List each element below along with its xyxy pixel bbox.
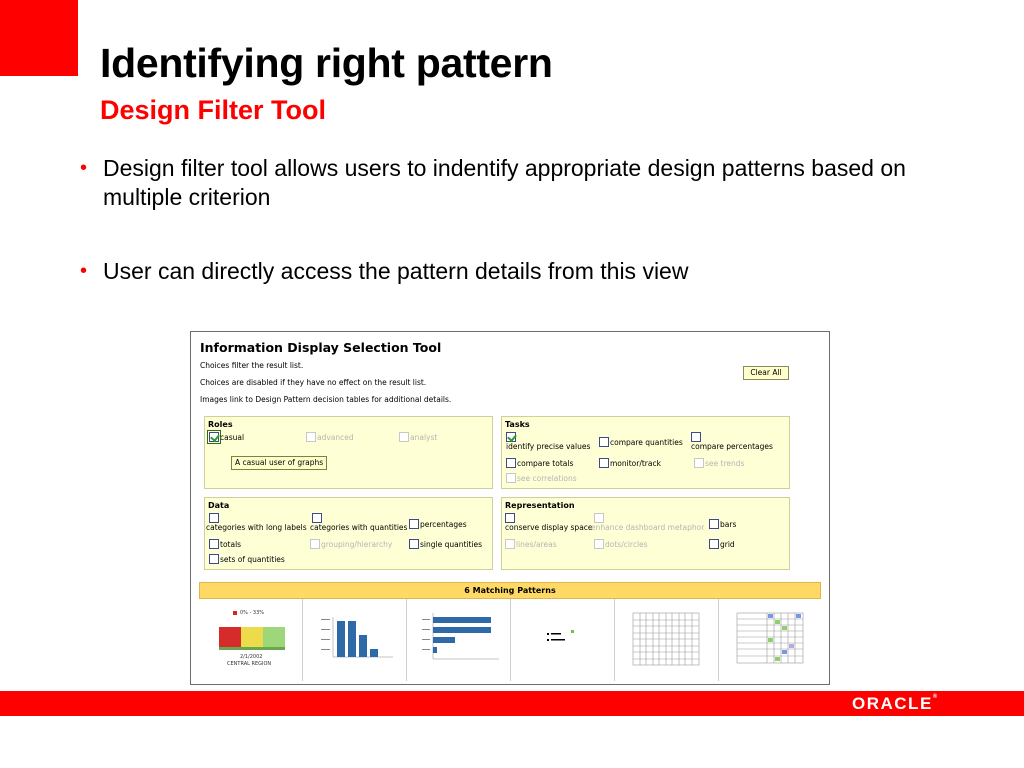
- task-option-compare-totals[interactable]: compare totals: [506, 458, 573, 468]
- bullet-list: [76, 154, 906, 331]
- role-tooltip: A casual user of graphs: [231, 456, 327, 470]
- slide-title: Identifying right pattern: [100, 40, 553, 86]
- checkbox-icon[interactable]: [691, 432, 701, 442]
- role-option-analyst: analyst: [399, 432, 437, 442]
- rep-option-enhance-dashboard-metaphor: enhance dashboard metaphor: [591, 513, 704, 532]
- slide-subtitle: Design Filter Tool: [100, 95, 327, 125]
- thumbnail-vertical-bars[interactable]: [303, 599, 407, 681]
- meter-red-segment: [219, 627, 241, 647]
- thumbnail-horizontal-bars[interactable]: [407, 599, 511, 681]
- meter-marker-bar: [219, 647, 285, 650]
- checkbox-icon[interactable]: [505, 513, 515, 523]
- checkbox-icon[interactable]: [312, 513, 322, 523]
- thumbnail-sparkline-list[interactable]: [511, 599, 615, 681]
- thumb-region: CENTRAL REGION: [227, 661, 272, 667]
- grid-table-thumbnail-icon: [615, 599, 719, 681]
- data-option-categories-with-quantities[interactable]: categories with quantities: [310, 513, 407, 532]
- colored-grid-thumbnail-icon: [719, 599, 821, 681]
- task-option-see-correlations: see correlations: [506, 473, 577, 483]
- horizontal-bar-thumbnail-icon: [407, 599, 511, 681]
- data-panel: [204, 497, 493, 570]
- tasks-title: Tasks: [505, 420, 530, 429]
- checkbox-icon[interactable]: [506, 458, 516, 468]
- corner-red-square: [0, 0, 78, 76]
- checkbox-icon: [306, 432, 316, 442]
- checkbox-icon: [594, 539, 604, 549]
- rep-option-bars[interactable]: bars: [709, 519, 736, 529]
- checkbox-icon: [594, 513, 604, 523]
- checkbox-checked-icon[interactable]: [209, 432, 219, 442]
- checkbox-icon[interactable]: [709, 519, 719, 529]
- data-title: Data: [208, 501, 230, 510]
- representation-title: Representation: [505, 501, 575, 510]
- task-option-compare-percentages[interactable]: compare percentages: [691, 432, 773, 451]
- data-option-percentages[interactable]: percentages: [409, 519, 467, 529]
- checkbox-icon: [310, 539, 320, 549]
- checkbox-icon[interactable]: [409, 519, 419, 529]
- rep-option-dots-circles: dots/circles: [594, 539, 648, 549]
- meter-green-segment: [263, 627, 285, 647]
- sparkline-list-thumbnail-icon: [511, 599, 615, 681]
- rep-option-grid[interactable]: grid: [709, 539, 735, 549]
- tool-note: Images link to Design Pattern decision tables for additional details.: [200, 395, 452, 404]
- representation-panel: [501, 497, 790, 570]
- pattern-thumbnails: [199, 599, 821, 681]
- thumbnail-grid-table[interactable]: [615, 599, 719, 681]
- thumb-date: 2/1/2002: [240, 654, 263, 660]
- data-option-grouping-hierarchy: grouping/hierarchy: [310, 539, 392, 549]
- roles-title: Roles: [208, 420, 233, 429]
- checkbox-icon: [506, 473, 516, 483]
- data-option-single-quantities[interactable]: single quantities: [409, 539, 482, 549]
- task-option-compare-quantities[interactable]: compare quantities: [599, 437, 683, 447]
- rep-option-conserve-display-space[interactable]: conserve display space: [505, 513, 593, 532]
- task-option-identify-precise-values[interactable]: identify precise values: [506, 432, 590, 451]
- checkbox-icon[interactable]: [209, 513, 219, 523]
- oracle-logo: ORACLE®: [852, 694, 938, 713]
- checkbox-icon[interactable]: [599, 458, 609, 468]
- checkbox-icon[interactable]: [209, 539, 219, 549]
- bullet-item: • Design filter tool allows users to indentify appropriate design patterns based on multiple criterion: [76, 154, 906, 212]
- data-option-categories-long-labels[interactable]: categories with long labels: [206, 513, 307, 532]
- checkbox-icon: [505, 539, 515, 549]
- checkbox-icon[interactable]: [209, 554, 219, 564]
- meter-yellow-segment: [241, 627, 263, 647]
- role-option-advanced: advanced: [306, 432, 354, 442]
- vertical-bar-thumbnail-icon: [303, 599, 407, 681]
- data-option-sets-of-quantities[interactable]: sets of quantities: [209, 554, 285, 564]
- tool-note: Choices filter the result list.: [200, 361, 304, 370]
- bullet-item: • User can directly access the pattern details from this view: [76, 257, 906, 286]
- checkbox-icon[interactable]: [709, 539, 719, 549]
- selection-tool-screenshot: [190, 331, 830, 685]
- checkbox-icon: [694, 458, 704, 468]
- clear-all-button[interactable]: Clear All: [743, 366, 789, 380]
- data-option-totals[interactable]: totals: [209, 539, 241, 549]
- checkbox-icon: [399, 432, 409, 442]
- checkbox-icon[interactable]: [409, 539, 419, 549]
- legend-swatch-icon: [233, 611, 237, 615]
- tasks-panel: [501, 416, 790, 489]
- tool-note: Choices are disabled if they have no effect on the result list.: [200, 378, 427, 387]
- task-option-monitor-track[interactable]: monitor/track: [599, 458, 661, 468]
- task-option-see-trends: see trends: [694, 458, 744, 468]
- checkbox-icon[interactable]: [599, 437, 609, 447]
- matching-patterns-header: 6 Matching Patterns: [199, 582, 821, 599]
- role-option-casual[interactable]: casual: [209, 432, 244, 442]
- rep-option-lines-areas: lines/areas: [505, 539, 557, 549]
- checkbox-checked-icon[interactable]: [506, 432, 516, 442]
- thumbnail-colored-grid[interactable]: [719, 599, 821, 681]
- tool-title: Information Display Selection Tool: [200, 340, 442, 355]
- thumb-legend: 0% - 33%: [240, 610, 265, 616]
- roles-panel: [204, 416, 493, 489]
- thumbnail-status-meter[interactable]: [199, 599, 303, 681]
